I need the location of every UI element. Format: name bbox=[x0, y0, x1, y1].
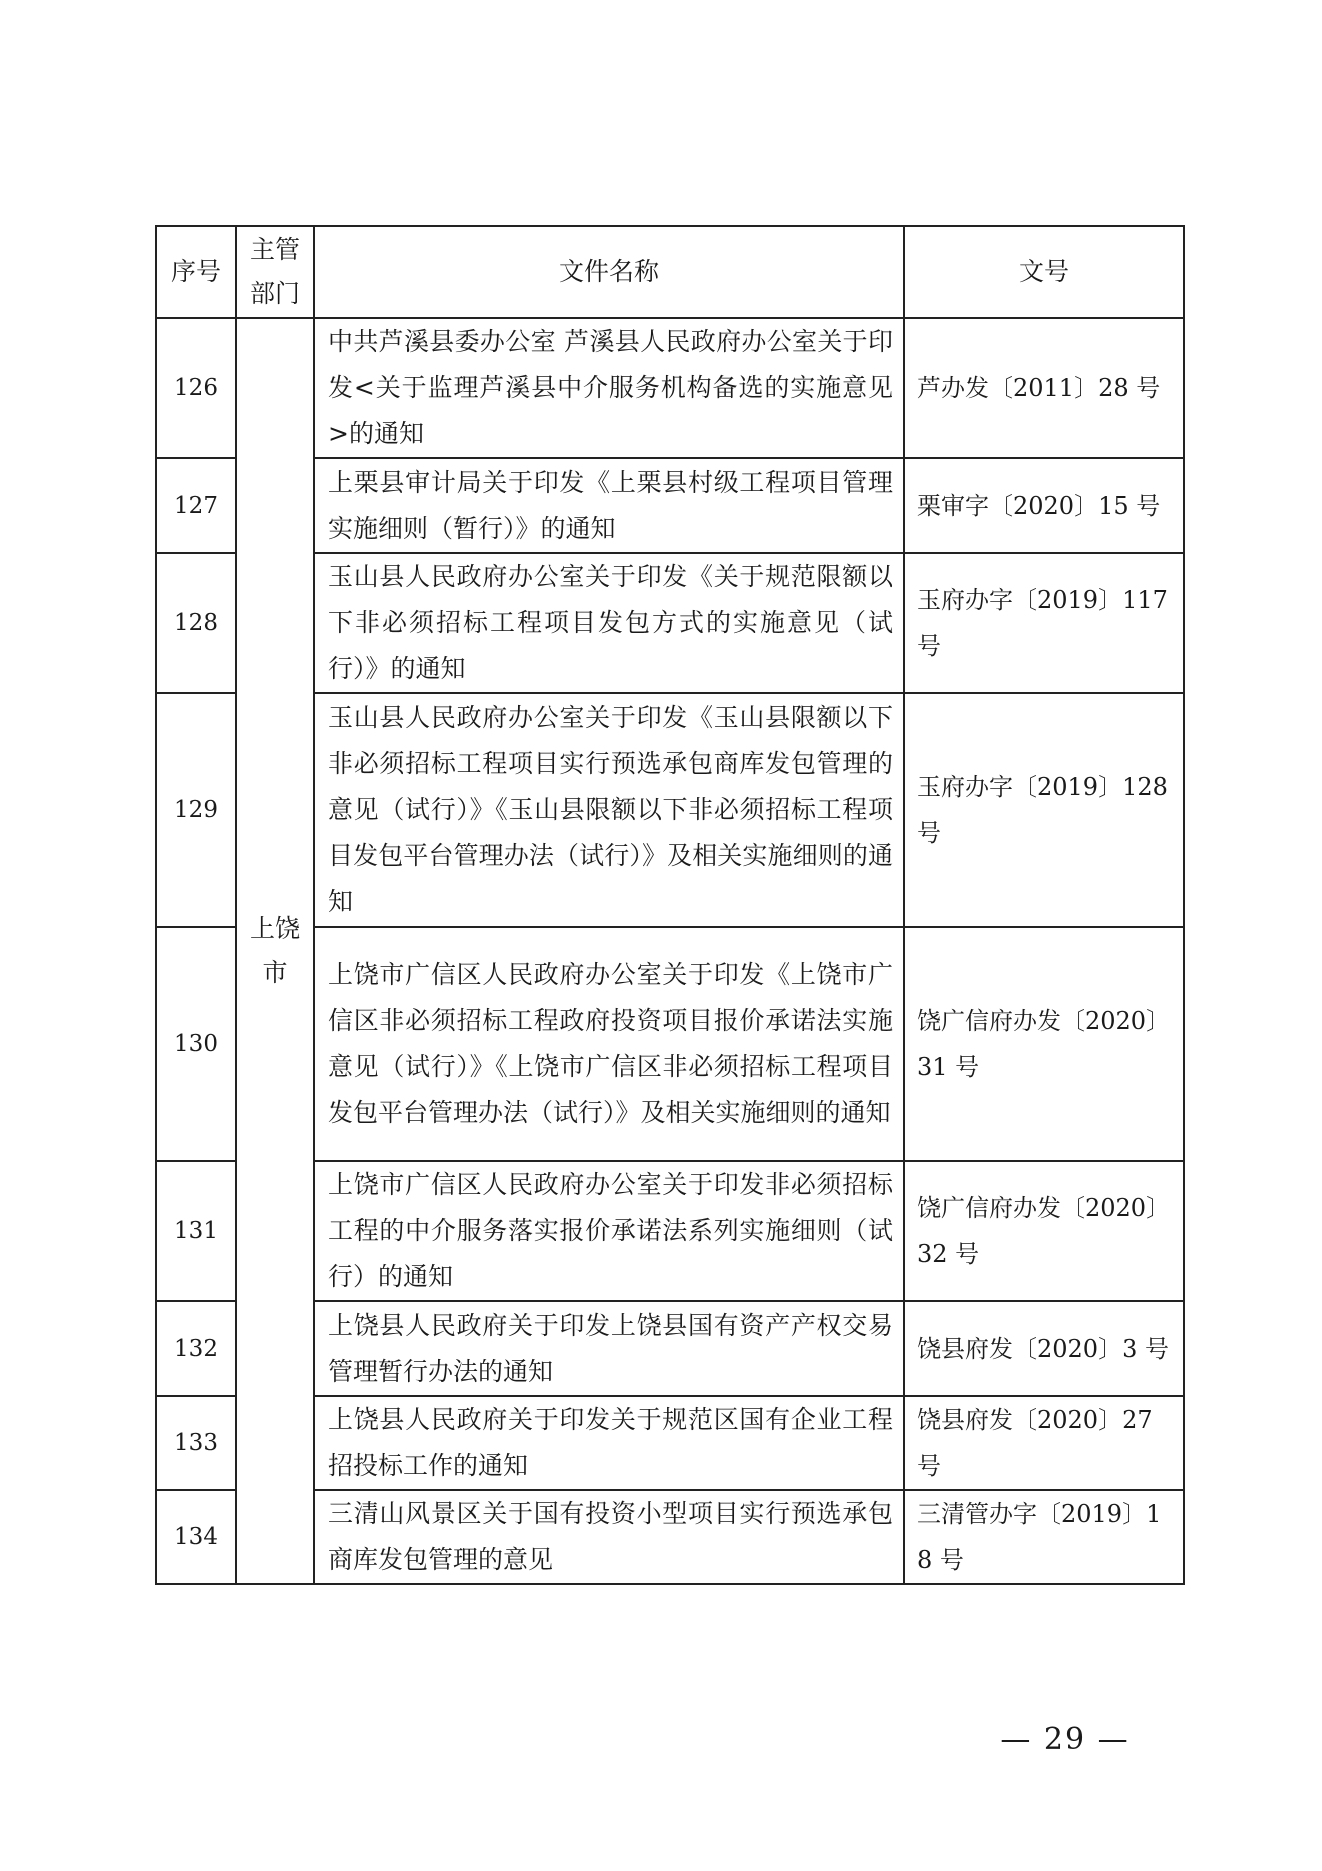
row-index: 133 bbox=[156, 1396, 236, 1490]
row-title: 玉山县人民政府办公室关于印发《关于规范限额以下非必须招标工程项目发包方式的实施意见（试行）》的通知 bbox=[314, 553, 904, 693]
row-title: 三清山风景区关于国有投资小型项目实行预选承包商库发包管理的意见 bbox=[314, 1490, 904, 1584]
dept-line1: 上饶 bbox=[249, 914, 300, 943]
row-index: 127 bbox=[156, 458, 236, 553]
header-dept-line2: 部门 bbox=[249, 279, 300, 308]
page-number: — 29 — bbox=[1000, 1722, 1130, 1757]
row-doc-no: 饶广信府办发〔2020〕32 号 bbox=[904, 1161, 1184, 1301]
header-doc-no: 文号 bbox=[904, 226, 1184, 318]
row-title: 上饶县人民政府关于印发关于规范区国有企业工程招投标工作的通知 bbox=[314, 1396, 904, 1490]
table-header-row bbox=[156, 226, 1184, 318]
row-doc-no: 饶县府发〔2020〕27 号 bbox=[904, 1396, 1184, 1490]
row-index: 129 bbox=[156, 693, 236, 927]
header-index: 序号 bbox=[156, 226, 236, 318]
row-index: 126 bbox=[156, 318, 236, 458]
row-title: 上饶市广信区人民政府办公室关于印发非必须招标工程的中介服务落实报价承诺法系列实施细则（试行）的通知 bbox=[314, 1161, 904, 1301]
row-doc-no: 芦办发〔2011〕28 号 bbox=[904, 318, 1184, 458]
row-title: 中共芦溪县委办公室 芦溪县人民政府办公室关于印发<关于监理芦溪县中介服务机构备选的实施意见>的通知 bbox=[314, 318, 904, 458]
row-index: 134 bbox=[156, 1490, 236, 1584]
dept-merged-cell bbox=[236, 318, 314, 1584]
row-index: 130 bbox=[156, 927, 236, 1161]
row-index: 128 bbox=[156, 553, 236, 693]
dept-line2: 市 bbox=[262, 958, 288, 987]
table-row bbox=[156, 318, 1184, 458]
header-title: 文件名称 bbox=[314, 226, 904, 318]
row-index: 132 bbox=[156, 1301, 236, 1396]
row-doc-no: 栗审字〔2020〕15 号 bbox=[904, 458, 1184, 553]
row-title: 上饶市广信区人民政府办公室关于印发《上饶市广信区非必须招标工程政府投资项目报价承诺法实施意见（试行）》《上饶市广信区非必须招标工程项目发包平台管理办法（试行）》及相关实施细则的通知 bbox=[314, 927, 904, 1161]
row-index: 131 bbox=[156, 1161, 236, 1301]
row-doc-no: 饶广信府办发〔2020〕31 号 bbox=[904, 927, 1184, 1161]
row-title: 上饶县人民政府关于印发上饶县国有资产产权交易管理暂行办法的通知 bbox=[314, 1301, 904, 1396]
row-doc-no: 三清管办字〔2019〕18 号 bbox=[904, 1490, 1184, 1584]
row-title: 上栗县审计局关于印发《上栗县村级工程项目管理实施细则（暂行）》的通知 bbox=[314, 458, 904, 553]
row-doc-no: 饶县府发〔2020〕3 号 bbox=[904, 1301, 1184, 1396]
document-table bbox=[155, 225, 1185, 1585]
row-doc-no: 玉府办字〔2019〕117 号 bbox=[904, 553, 1184, 693]
header-dept-line1: 主管 bbox=[249, 235, 300, 264]
row-title: 玉山县人民政府办公室关于印发《玉山县限额以下非必须招标工程项目实行预选承包商库发包管理的意见（试行）》《玉山县限额以下非必须招标工程项目发包平台管理办法（试行）》及相关实施细则的通知 bbox=[314, 693, 904, 927]
header-dept bbox=[236, 226, 314, 318]
row-doc-no: 玉府办字〔2019〕128 号 bbox=[904, 693, 1184, 927]
